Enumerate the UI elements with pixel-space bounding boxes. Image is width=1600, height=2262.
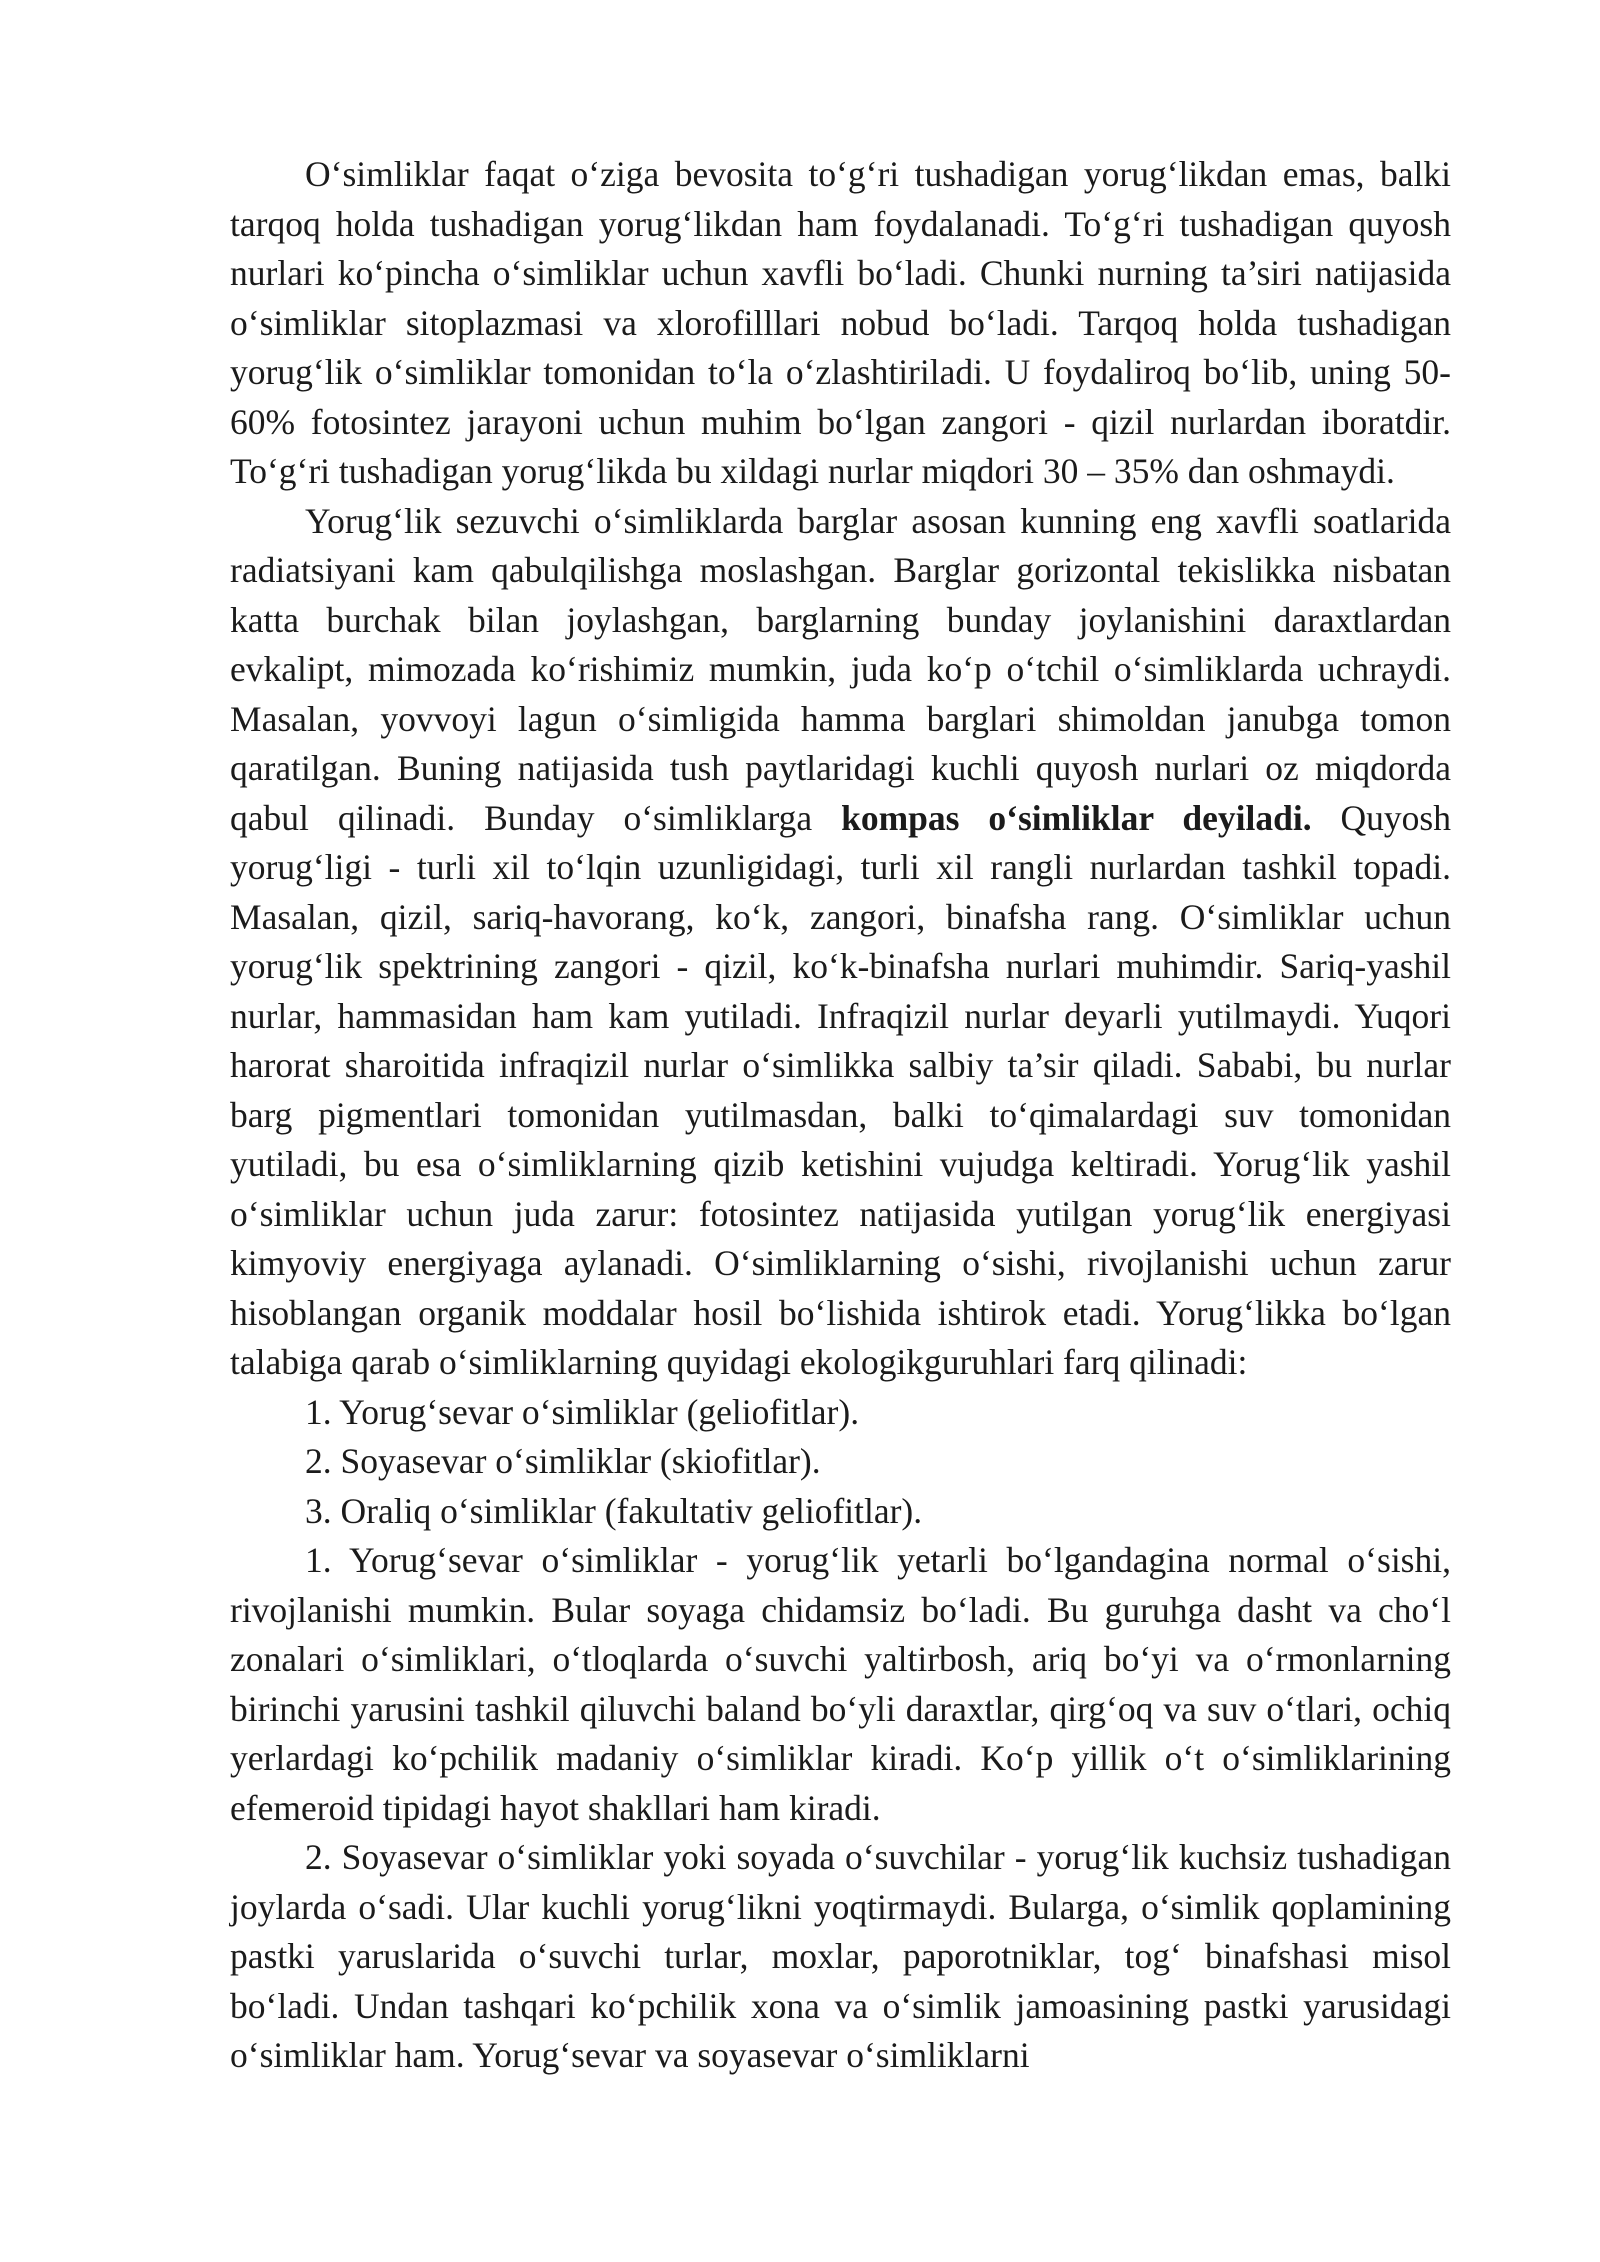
list-item-3: 3. Oraliq o‘simliklar (fakultativ geliofitlar). [305,1490,923,1531]
bold-term-kompas: kompas o‘simliklar deyiladi. [841,797,1312,838]
paragraph-1: O‘simliklar faqat o‘ziga bevosita to‘g‘ri tushadigan yorug‘likdan emas, balki tarqoq holda tushadigan yorug‘likdan ham foydalanadi. To‘g‘ri tushadigan quyosh nurlari ko‘pincha o‘simliklar uchun xavfli bo‘ladi. Chunki nurning ta’siri natijasida o‘simliklar sitoplazmasi va xlorofilllari nobud bo‘ladi. Tarqoq holda tushadigan yorug‘lik o‘simliklar tomonidan to‘la o‘zlashtiriladi. U foydaliroq bo‘lib, uning 50-60% fotosintez jarayoni uchun muhim bo‘lgan zangori - qizil nurlardan iboratdir. To‘g‘ri tushadigan yorug‘likda bu xildagi nurlar miqdori 30 – 35% dan oshmaydi. [230,154,1451,491]
paragraph-2-text-a: Yorug‘lik sezuvchi o‘simliklarda barglar asosan kunning eng xavfli soatlarida radiatsiyani kam qabulqilishga moslashgan. Barglar gorizontal tekislikka nisbatan katta burchak bilan joylashgan, barglarning bunday joylanishini daraxtlardan evkalipt, mimozada ko‘rishimiz mumkin, juda ko‘p o‘tchil o‘simliklarda uchraydi. Masalan, yovvoyi lagun o‘simligida hamma barglari shimoldan janubga tomon qaratilgan. Buning natijasida tush paytlaridagi kuchli quyosh nurlari oz miqdorda qabul qilinadi. Bunday o‘simliklarga [230,500,1451,838]
paragraph-3: 1. Yorug‘sevar o‘simliklar - yorug‘lik yetarli bo‘lgandagina normal o‘sishi, rivojlanishi mumkin. Bular soyaga chidamsiz bo‘ladi. Bu guruhga dasht va cho‘l zonalari o‘simliklari, o‘tloqlarda o‘suvchi yaltirbosh, ariq bo‘yi va o‘rmonlarning birinchi yarusini tashkil qiluvchi baland bo‘yli daraxtlar, qirg‘oq va suv o‘tlari, ochiq yerlardagi ko‘pchilik madaniy o‘simliklar kiradi. Ko‘p yillik o‘t o‘simliklarining efemeroid tipidagi hayot shakllari ham kiradi. [230,1540,1451,1828]
paragraph-2-text-b: Quyosh yorug‘ligi - turli xil to‘lqin uzunligidagi, turli xil rangli nurlardan tashkil topadi. Masalan, qizil, sariq-havorang, ko‘k, zangori, binafsha rang. O‘simliklar uchun yorug‘lik spektrining zangori - qizil, ko‘k-binafsha nurlari muhimdir. Sariq-yashil nurlar, hammasidan ham kam yutiladi. Infraqizil nurlar deyarli yutilmaydi. Yuqori harorat sharoitida infraqizil nurlar o‘simlikka salbiy ta’sir qiladi. Sababi, bu nurlar barg pigmentlari tomonidan yutilmasdan, balki to‘qimalardagi suv tomonidan yutiladi, bu esa o‘simliklarning qizib ketishini vujudga keltiradi. Yorug‘lik yashil o‘simliklar uchun juda zarur: fotosintez natijasida yutilgan yorug‘lik energiyasi kimyoviy energiyaga aylanadi. O‘simliklarning o‘sishi, rivojlanishi uchun zarur hisoblangan organik moddalar hosil bo‘lishida ishtirok etadi. Yorug‘likka bo‘lgan talabiga qarab o‘simliklarning quyidagi ekologikguruhlari farq qilinadi: [230,797,1451,1382]
paragraph-4: 2. Soyasevar o‘simliklar yoki soyada o‘suvchilar - yorug‘lik kuchsiz tushadigan joylarda o‘sadi. Ular kuchli yorug‘likni yoqtirmaydi. Bularga, o‘simlik qoplamining pastki yaruslarida o‘suvchi turlar, moxlar, paporotniklar, tog‘ binafshasi misol bo‘ladi. Undan tashqari ko‘pchilik xona va o‘simlik jamoasining pastki yarusidagi o‘simliklar ham. Yorug‘sevar va soyasevar o‘simliklarni [230,1837,1451,2075]
list-item-2: 2. Soyasevar o‘simliklar (skiofitlar). [305,1441,821,1481]
document-page [230,150,1451,2081]
list-item-1: 1. Yorug‘sevar o‘simliklar (geliofitlar). [305,1391,860,1432]
paragraph-2 [230,497,1451,1388]
